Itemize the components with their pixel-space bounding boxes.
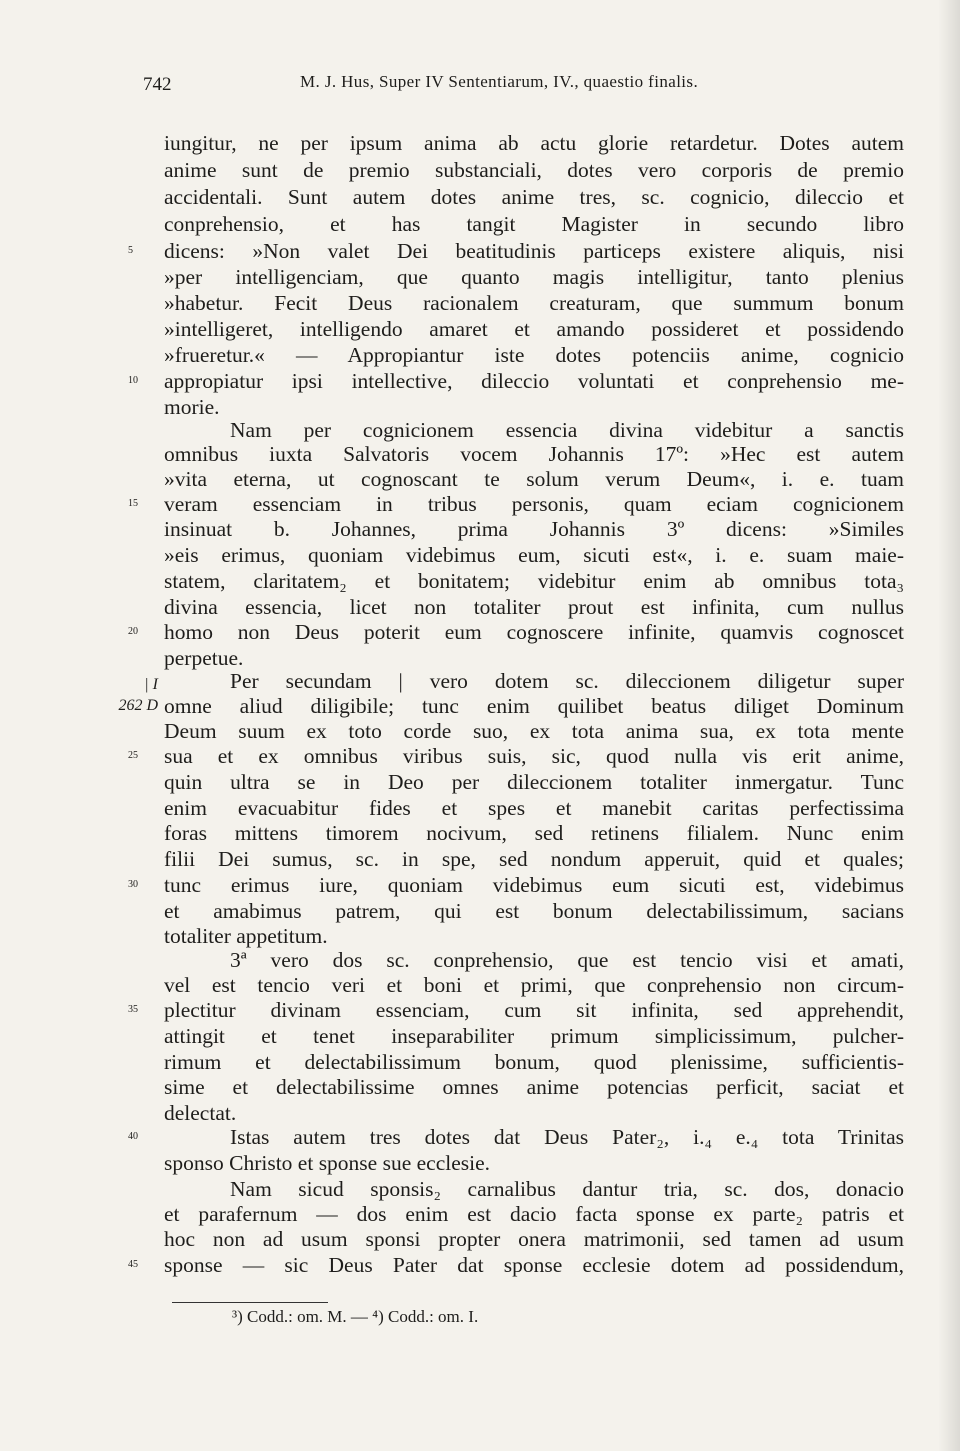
text-line: Nam per cognicionem essencia divina videbitur a sanctis (230, 418, 904, 442)
margin-note: | I (144, 676, 158, 693)
text-line: dicens: »Non valet Dei beatitudinis particeps existere aliquis, nisi (164, 239, 904, 263)
text-line: statem, claritatem₂ et bonitatem; videbitur enim ab omnibus tota₃ (164, 569, 904, 593)
text-line: hoc non ad usum sponsi propter onera matrimonii, sed tamen ad usum (164, 1227, 904, 1251)
text-line: foras mittens timorem nocivum, sed retinens filialem. Nunc enim (164, 821, 904, 845)
text-line: »vita eterna, ut cognoscant te solum verum Deum«, i. e. tuam (164, 467, 904, 491)
text-line: insinuat b. Johannes, prima Johannis 3º dicens: »Similes (164, 517, 904, 541)
text-line: et parafernum — dos enim est dacio facta sponse ex parte₂ patris et (164, 1202, 904, 1226)
text-line: iungitur, ne per ipsum anima ab actu glorie retardetur. Dotes autem (164, 131, 904, 155)
text-line: vel est tencio veri et boni et primi, que conprehensio non circum- (164, 973, 904, 997)
running-head: M. J. Hus, Super IV Sententiarum, IV., quaestio finalis. (300, 72, 699, 91)
text-line: Nam sicud sponsis₂ carnalibus dantur tria, sc. dos, donacio (230, 1177, 904, 1201)
line-number: 35 (128, 1004, 138, 1015)
text-line: veram essenciam in tribus personis, quam eciam cognicionem (164, 492, 904, 516)
text-line: »frueretur.« — Appropiantur iste dotes potenciis anime, cognicio (164, 343, 904, 367)
text-line: et amabimus patrem, qui est bonum delectabilissimum, sacians (164, 899, 904, 923)
text-line: homo non Deus poterit eum cognoscere infinite, quamvis cognoscet (164, 620, 904, 644)
text-line: delectat. (164, 1101, 237, 1125)
text-line: »intelligeret, intelligendo amaret et amando possideret et possidendo (164, 317, 904, 341)
text-line: anime sunt de premio substanciali, dotes vero corporis de premio (164, 158, 904, 182)
text-line: enim evacuabitur fides et spes et manebit caritas perfectissima (164, 796, 904, 820)
text-line: »eis erimus, quoniam videbimus eum, sicuti est«, i. e. suam maie- (164, 543, 904, 567)
margin-note: 262 D (118, 697, 158, 714)
text-line: sponse — sic Deus Pater dat sponse ecclesie dotem ad possidendum, (164, 1253, 904, 1277)
text-line: sponso Christo et sponse sue ecclesie. (164, 1151, 491, 1175)
text-line: attingit et tenet inseparabiliter primum simplicissimum, pulcher- (164, 1024, 904, 1048)
line-number: 5 (128, 245, 133, 256)
footnote: ³) Codd.: om. M. — ⁴) Codd.: om. I. (232, 1307, 479, 1326)
text-line: tunc erimus iure, quoniam videbimus eum sicuti est, videbimus (164, 873, 904, 897)
text-line: conprehensio, et has tangit Magister in secundo libro (164, 212, 904, 236)
text-line: morie. (164, 395, 220, 419)
line-number: 30 (128, 879, 138, 890)
page-edge-shadow (938, 0, 960, 1451)
text-line: quin ultra se in Deo per dileccionem totaliter inmergatur. Tunc (164, 770, 904, 794)
footnote-rule (172, 1302, 328, 1303)
line-number: 45 (128, 1259, 138, 1270)
page-number: 742 (143, 74, 172, 95)
text-line: sime et delectabilissime omnes anime potencias perficit, saciat et (164, 1075, 904, 1099)
text-line: filii Dei sumus, sc. in spe, sed nondum apperuit, quid et quales; (164, 847, 904, 871)
text-line: Per secundam | vero dotem sc. dileccionem diligetur super (230, 669, 904, 693)
text-line: Istas autem tres dotes dat Deus Pater₂, i.₄ e.₄ tota Trinitas (230, 1125, 904, 1149)
line-number: 40 (128, 1131, 138, 1142)
text-line: »per intelligenciam, que quanto magis intelligitur, tanto plenius (164, 265, 904, 289)
text-line: omnibus iuxta Salvatoris vocem Johannis 17º: »Hec est autem (164, 442, 904, 466)
text-line: appropiatur ipsi intellective, dileccio voluntati et conprehensio me- (164, 369, 904, 393)
text-line: divina essencia, licet non totaliter prout est infinita, cum nullus (164, 595, 904, 619)
text-line: Deum suum ex toto corde suo, ex tota anima sua, ex tota mente (164, 719, 904, 743)
line-number: 20 (128, 626, 138, 637)
line-number: 10 (128, 375, 138, 386)
text-line: 3ª vero dos sc. conprehensio, que est tencio visi et amati, (230, 948, 904, 972)
text-line: omne aliud diligibile; tunc enim quilibet beatus diliget Dominum (164, 694, 904, 718)
text-line: »habetur. Fecit Deus racionalem creaturam, que summum bonum (164, 291, 904, 315)
line-number: 15 (128, 498, 138, 509)
text-line: sua et ex omnibus viribus suis, sic, quod nulla vis erit anime, (164, 744, 904, 768)
text-line: perpetue. (164, 646, 244, 670)
text-line: rimum et delectabilissimum bonum, quod plenissime, sufficientis- (164, 1050, 904, 1074)
text-line: plectitur divinam essenciam, cum sit infinita, sed apprehendit, (164, 998, 904, 1022)
text-line: accidentali. Sunt autem dotes anime tres, sc. cognicio, dileccio et (164, 185, 904, 209)
text-line: totaliter appetitum. (164, 924, 328, 948)
line-number: 25 (128, 750, 138, 761)
